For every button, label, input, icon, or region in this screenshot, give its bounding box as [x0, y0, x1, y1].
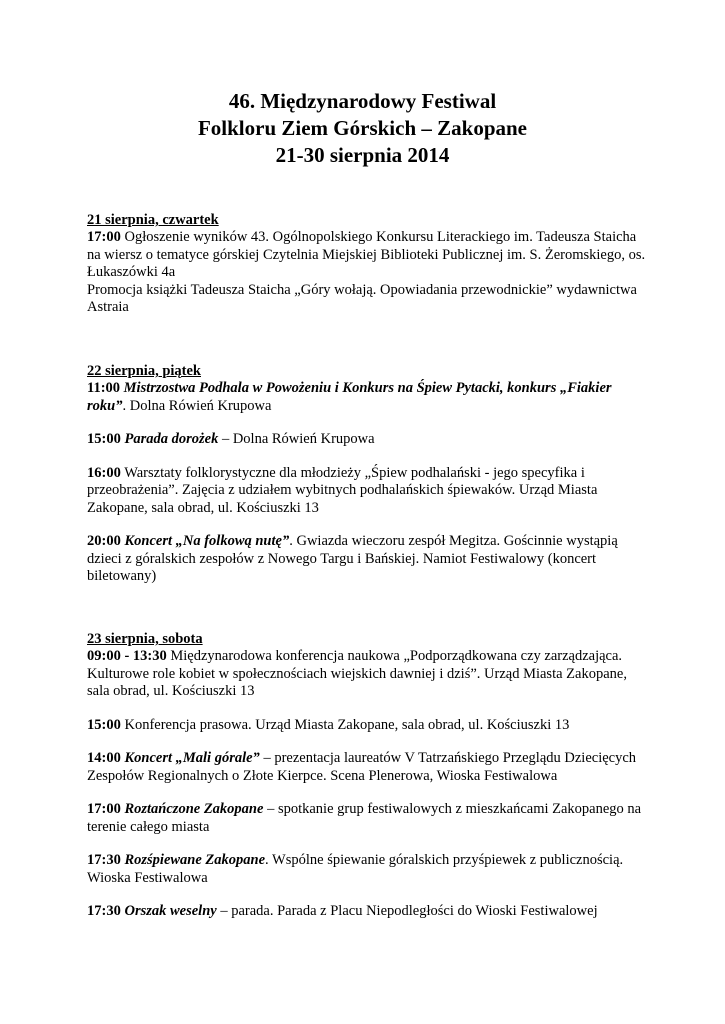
entry-text: Promocja książki Tadeusza Staicha „Góry wołają. Opowiadania przewodnickie” wydawnictwa Astraia: [87, 281, 637, 315]
day-section-23: [87, 631, 647, 921]
day-section-21: [87, 212, 647, 317]
entry-text: . Dolna Rówień Krupowa: [122, 397, 272, 414]
entry-time: 16:00: [87, 464, 121, 481]
entry-time: 20:00: [87, 533, 121, 549]
entry-event: Rozśpiewane Zakopane: [120, 852, 266, 868]
entry-event: Orszak weselny: [120, 903, 217, 919]
schedule-entry: [87, 465, 647, 518]
entry-time: 17:00: [87, 229, 121, 245]
entry-text: – Dolna Rówień Krupowa: [218, 431, 375, 447]
day-heading: 22 sierpnia, piątek: [87, 363, 201, 379]
entry-time: 17:30: [87, 903, 121, 919]
schedule-entry: [87, 282, 647, 317]
entry-text: . Gwiazda wieczoru zespół Megitza. Gościnnie wystąpią dzieci z góralskich zespołów z Nowego Targu i Bańskiej. Namiot Festiwalowy (koncert biletowany): [87, 533, 618, 584]
entry-time: 11:00: [87, 380, 121, 396]
document-title: [0, 88, 725, 169]
day-heading: 23 sierpnia, sobota: [87, 631, 203, 647]
day-section-22: [87, 363, 647, 586]
schedule-entry: [87, 852, 647, 887]
entry-text: Warsztaty folklorystyczne dla młodzieży „Śpiew podhalański - jego specyfika i przeobrażenia”. Zajęcia z udziałem wybitnych podhalańskich śpiewaków. Urząd Miasta Zakopane, sala obrad, ul. Kościuszki 13: [87, 464, 598, 516]
schedule-entry: [87, 533, 647, 586]
entry-time: 15:00: [87, 431, 121, 447]
entry-event: Roztańczone Zakopane: [120, 801, 264, 817]
schedule-entry: [87, 431, 647, 449]
entry-text: Międzynarodowa konferencja naukowa „Podporządkowana czy zarządzająca. Kulturowe role kobiet w społecznościach wiejskich dawniej i dziś”. Urząd Miasta Zakopane, sala obrad, ul. Kościuszki 13: [87, 648, 627, 699]
entry-time: 17:00: [87, 801, 121, 817]
schedule-entry: [87, 648, 647, 701]
schedule-entry: [87, 229, 647, 282]
entry-event: Koncert „Mali górale”: [120, 750, 260, 766]
entry-text: . Wspólne śpiewanie góralskich przyśpiewek z publicznością. Wioska Festiwalowa: [87, 852, 624, 886]
entry-text: – parada. Parada z Placu Niepodległości do Wioski Festiwalowej: [216, 903, 598, 919]
entry-event: Parada dorożek: [120, 431, 219, 447]
schedule-entry: [87, 380, 647, 415]
entry-text: Ogłoszenie wyników 43. Ogólnopolskiego Konkursu Literackiego im. Tadeusza Staicha na wiersz o tematyce górskiej Czytelnia Miejskiej Biblioteki Publicznej im. S. Żeromskiego, os. Łukaszówki 4a: [87, 229, 646, 280]
schedule-entry: [87, 750, 647, 785]
entry-text: – spotkanie grup festiwalowych z mieszkańcami Zakopanego na terenie całego miasta: [87, 801, 642, 835]
entry-time: 14:00: [87, 750, 121, 766]
title-line-2: Folkloru Ziem Górskich – Zakopane: [197, 116, 528, 140]
title-line-3: 21-30 sierpnia 2014: [275, 143, 450, 167]
day-heading: 21 sierpnia, czwartek: [87, 212, 219, 228]
entry-text: Konferencja prasowa. Urząd Miasta Zakopane, sala obrad, ul. Kościuszki 13: [120, 716, 570, 733]
entry-time: 15:00: [87, 716, 121, 733]
entry-event: Koncert „Na folkową nutę”: [120, 533, 290, 549]
entry-time: 09:00 - 13:30: [87, 648, 167, 664]
schedule-entry: [87, 903, 647, 921]
schedule-entry: [87, 801, 647, 836]
entry-text: – prezentacja laureatów V Tatrzańskiego Przeglądu Dziecięcych Zespołów Regionalnych o Złote Kierpce. Scena Plenerowa, Wioska Festiwalowa: [87, 750, 637, 784]
title-line-1: 46. Międzynarodowy Festiwal: [228, 89, 497, 113]
schedule-entry: [87, 717, 647, 735]
entry-event: Mistrzostwa Podhala w Powożeniu i Konkurs na Śpiew Pytacki, konkurs „Fiakier roku”: [87, 380, 612, 414]
entry-time: 17:30: [87, 852, 121, 868]
